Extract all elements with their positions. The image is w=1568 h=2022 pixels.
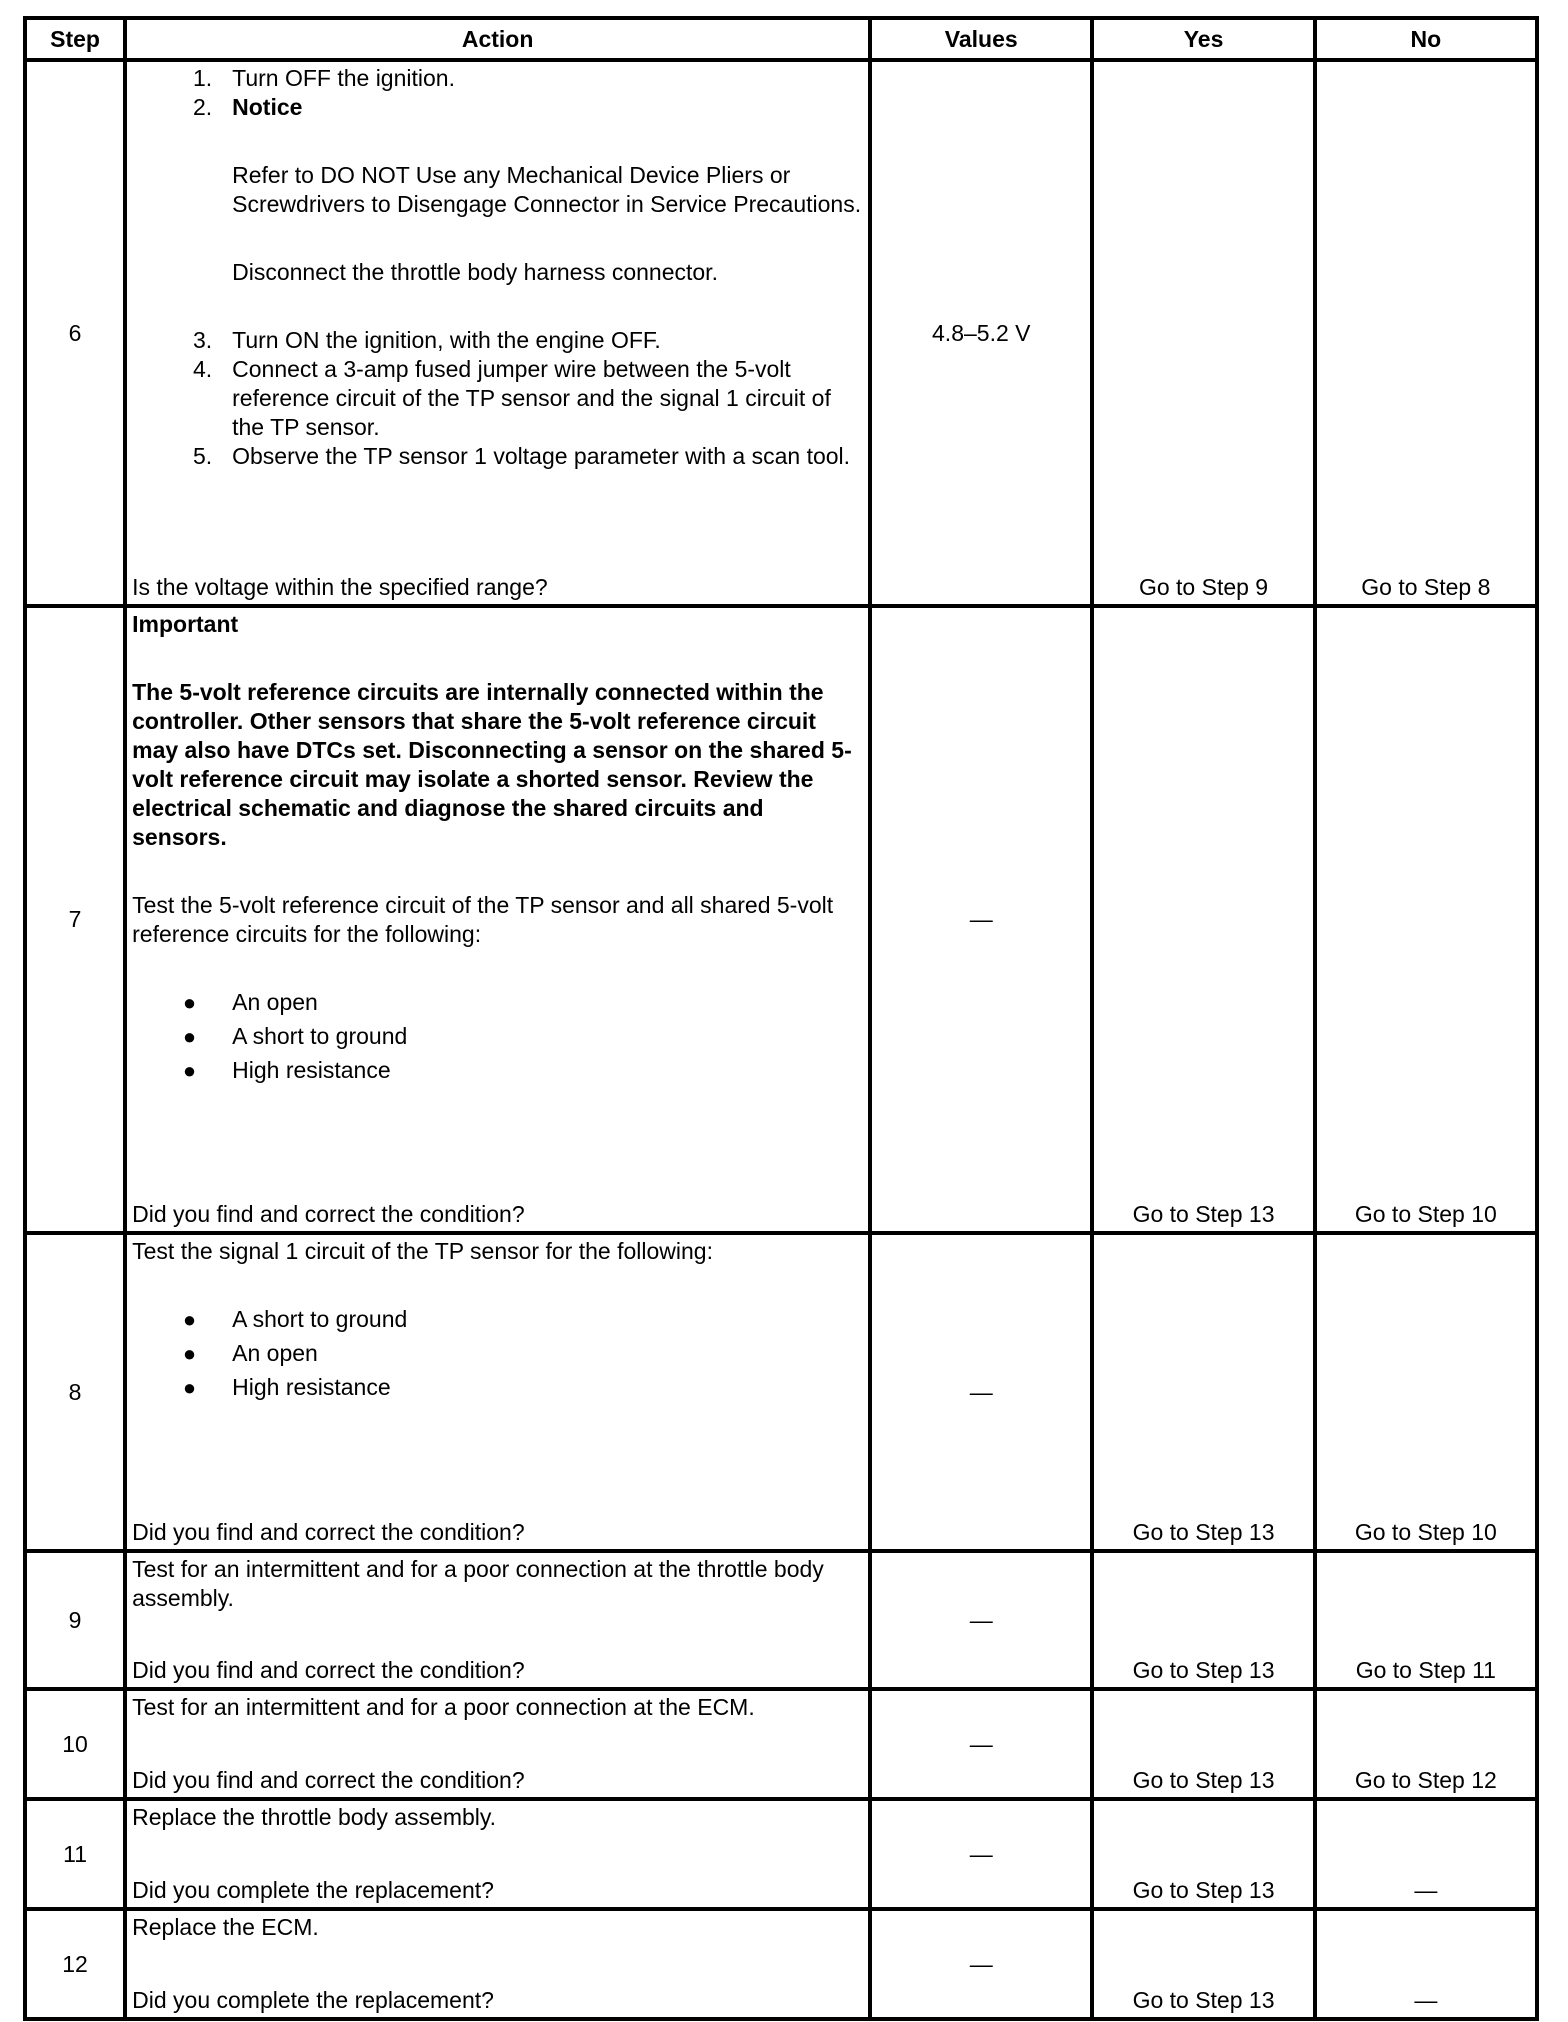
- action-cell: [125, 1799, 870, 1909]
- list-item: ● High resistance: [182, 1374, 391, 1400]
- yes-cell: Go to Step 13: [1092, 1909, 1314, 2019]
- no-cell: Go to Step 10: [1315, 606, 1537, 1233]
- table-row: [25, 1909, 1537, 2019]
- table-row: [25, 1233, 1537, 1551]
- yes-cell: Go to Step 13: [1092, 606, 1314, 1233]
- action-cell: [125, 606, 870, 1233]
- list-item: ● A short to ground: [182, 1023, 408, 1049]
- step-number: 9: [25, 1551, 125, 1689]
- question-text: Is the voltage within the specified range?: [132, 574, 548, 600]
- list-item: ● A short to ground: [182, 1306, 408, 1332]
- important-title: Important: [132, 611, 239, 637]
- value-cell: —: [870, 1799, 1092, 1909]
- question-text: Did you find and correct the condition?: [132, 1519, 525, 1545]
- yes-cell: Go to Step 9: [1092, 60, 1314, 606]
- action-cell: [125, 1909, 870, 2019]
- list-item: 1. Turn OFF the ignition.: [192, 65, 455, 91]
- important-text: The 5-volt reference circuits are internally connected within the controller. Other sensors that share the 5-volt reference circuit may also have DTCs set. Disconnecting a sensor on the shared 5-volt reference circuit may isolate a shorted sensor. Review the electrical schematic and diagnose the shared circuits and sensors.: [132, 679, 852, 850]
- step-number: 7: [25, 606, 125, 1233]
- list-item: ● High resistance: [182, 1057, 391, 1083]
- yes-cell: Go to Step 13: [1092, 1233, 1314, 1551]
- value-cell: —: [870, 1233, 1092, 1551]
- header-row: [25, 18, 1537, 60]
- action-cell: [125, 1233, 870, 1551]
- question-text: Did you find and correct the condition?: [132, 1657, 525, 1683]
- header-no: No: [1315, 18, 1537, 60]
- step-number: 6: [25, 60, 125, 606]
- list-item: 3. Turn ON the ignition, with the engine OFF.: [192, 327, 661, 353]
- question-text: Did you find and correct the condition?: [132, 1201, 525, 1227]
- table-row: [25, 60, 1537, 606]
- header-yes: Yes: [1092, 18, 1314, 60]
- intro-text: Test for an intermittent and for a poor connection at the ECM.: [132, 1694, 755, 1720]
- question-text: Did you find and correct the condition?: [132, 1767, 525, 1793]
- value-cell: 4.8–5.2 V: [870, 60, 1092, 606]
- diagnostic-table: [23, 16, 1539, 2021]
- no-cell: Go to Step 8: [1315, 60, 1537, 606]
- list-item: ● An open: [182, 989, 318, 1015]
- notice-text: Refer to DO NOT Use any Mechanical Device Pliers or Screwdrivers to Disengage Connector in Service Precautions.: [232, 162, 862, 217]
- header-step: Step: [25, 18, 125, 60]
- no-cell: Go to Step 11: [1315, 1551, 1537, 1689]
- question-text: Did you complete the replacement?: [132, 1877, 494, 1903]
- yes-cell: Go to Step 13: [1092, 1689, 1314, 1799]
- list-item: ● An open: [182, 1340, 318, 1366]
- action-cell: [125, 60, 870, 606]
- table-row: [25, 1799, 1537, 1909]
- table-row: [25, 1551, 1537, 1689]
- value-cell: —: [870, 1909, 1092, 2019]
- yes-cell: Go to Step 13: [1092, 1551, 1314, 1689]
- value-cell: —: [870, 1689, 1092, 1799]
- intro-text: Test the 5-volt reference circuit of the TP sensor and all shared 5-volt reference circuits for the following:: [132, 892, 834, 947]
- value-cell: —: [870, 1551, 1092, 1689]
- disconnect-text: Disconnect the throttle body harness connector.: [232, 259, 718, 285]
- list-item: 4. Connect a 3-amp fused jumper wire between the 5-volt reference circuit of the TP sensor and the signal 1 circuit of the TP sensor.: [192, 356, 831, 440]
- table-row: [25, 1689, 1537, 1799]
- intro-text: Replace the throttle body assembly.: [132, 1804, 497, 1830]
- table-row: [25, 606, 1537, 1233]
- no-cell: Go to Step 10: [1315, 1233, 1537, 1551]
- intro-text: Replace the ECM.: [132, 1914, 319, 1940]
- header-action: Action: [125, 18, 870, 60]
- intro-text: Test the signal 1 circuit of the TP sensor for the following:: [132, 1238, 713, 1264]
- list-item: 5. Observe the TP sensor 1 voltage parameter with a scan tool.: [192, 443, 851, 469]
- value-cell: —: [870, 606, 1092, 1233]
- header-values: Values: [870, 18, 1092, 60]
- step-number: 11: [25, 1799, 125, 1909]
- action-cell: [125, 1551, 870, 1689]
- step-number: 10: [25, 1689, 125, 1799]
- list-item: 2. Notice: [192, 94, 303, 120]
- step-number: 12: [25, 1909, 125, 2019]
- step-number: 8: [25, 1233, 125, 1551]
- question-text: Did you complete the replacement?: [132, 1987, 494, 2013]
- intro-text: Test for an intermittent and for a poor connection at the throttle body assembly.: [132, 1556, 824, 1611]
- yes-cell: Go to Step 13: [1092, 1799, 1314, 1909]
- action-cell: [125, 1689, 870, 1799]
- no-cell: —: [1315, 1799, 1537, 1909]
- no-cell: Go to Step 12: [1315, 1689, 1537, 1799]
- no-cell: —: [1315, 1909, 1537, 2019]
